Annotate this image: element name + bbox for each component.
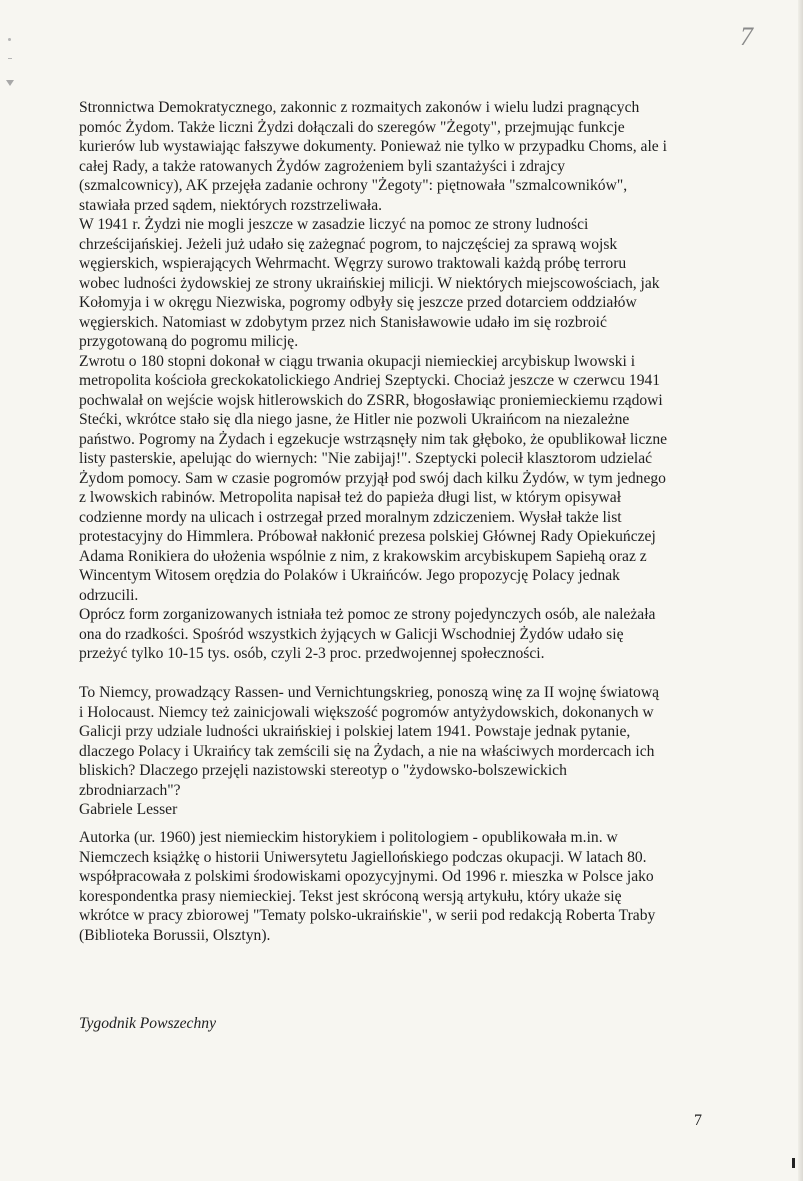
text-line: Zwrotu o 180 stopni dokonał w ciągu trwania okupacji niemieckiej arcybiskup lwowski i (79, 352, 636, 370)
text-line: korespondentka prasy niemieckiej. Tekst jest skróconą wersją artykułu, który ukaże się (79, 887, 622, 905)
text-line: państwo. Pogromy na Żydach i egzekucje wstrząsnęły nim tak głęboko, że opublikował liczne (79, 430, 668, 448)
text-line: (szmalcownicy), AK przejęła zadanie ochrony "Żegoty": piętnowała "szmalcowników", (79, 177, 628, 194)
text-line: listy pasterskie, apelując do wiernych: "Nie zabijaj!". Szeptycki polecił klasztorom udzielać (79, 450, 653, 467)
text-line: protestacyjny do Himmlera. Próbował nakłonić prezesa polskiej Głównej Rady Opiekuńczej (79, 528, 656, 545)
text-line: Stećki, wkrótce stało się dla niego jasne, że Hitler nie pozwoli Ukraińcom na niezależne (79, 411, 630, 428)
text-line: Wincentym Witosem orędzia do Polaków i Ukraińców. Jego propozycję Polacy jednak (79, 567, 620, 584)
text-line: Autorka (ur. 1960) jest niemieckim historykiem i politologiem - opublikowała m.in. w (79, 829, 618, 846)
text-line: ona do rzadkości. Spośród wszystkich żyjących w Galicji Wschodniej Żydów udało się (79, 625, 624, 643)
paragraph-block-1 (79, 98, 719, 664)
text-line: To Niemcy, prowadzący Rassen- und Vernichtungskrieg, ponoszą winę za II wojnę światową (79, 684, 660, 701)
text-line: z lwowskich rabinów. Metropolita napisał też do papieża długi list, w którym opisywał (79, 489, 622, 506)
margin-dot (8, 38, 11, 41)
text-line: Żydom pomocy. Sam w czasie pogromów przyjął pod swój dach kilku Żydów, w tym jednego (79, 469, 666, 487)
text-line: kurierów lub wystawiając fałszywe dokumenty. Ponieważ nie tylko w przypadku Choms, ale i (79, 138, 667, 155)
scan-mark (792, 1158, 795, 1168)
text-line: bliskich? Dlaczego przejęli nazistowski stereotyp o "żydowsko-bolszewickich (79, 762, 567, 779)
page-number: 7 (694, 1112, 702, 1129)
text-line: Stronnictwa Demokratycznego, zakonnic z rozmaitych zakonów i wielu ludzi pragnących (79, 99, 640, 116)
margin-dash (8, 58, 12, 59)
text-line: węgierskich. Natomiast w zdobytym przez nich Stanisławowie udało im się rozbroić (79, 313, 607, 331)
margin-triangle-icon (6, 80, 14, 86)
text-line: Galicji przy udziale ludności ukraińskiej i polskiej latem 1941. Powstaje jednak pytanie, (79, 723, 631, 740)
text-line: Niemczech książkę o historii Uniwersytetu Jagiellońskiego podczas okupacji. W latach 80. (79, 848, 647, 866)
text-line: stawiała przed sądem, niektórych rozstrzeliwała. (79, 196, 383, 214)
text-line: dlaczego Polacy i Ukraińcy tak zemścili się na Żydach, a nie na właściwych mordercach ich (79, 742, 655, 760)
source-signature: Tygodnik Powszechny (79, 1015, 216, 1032)
text-line: Adama Ronikiera do ułożenia wspólnie z nim, z krakowskim arcybiskupem Sapiehą oraz z (79, 547, 647, 565)
text-line: odrzucili. (79, 586, 139, 604)
paragraph-block-2 (79, 683, 719, 820)
text-line: pomóc Żydom. Także liczni Żydzi dołączali do szeregów "Żegoty", przejmując funkcje (79, 118, 625, 136)
handwritten-page-mark: 7 (740, 22, 753, 51)
text-line: przygotowaną do pogromu milicję. (79, 333, 299, 350)
paragraph-block-3 (79, 828, 719, 945)
text-line: metropolita kościoła greckokatolickiego Andriej Szeptycki. Chociaż jeszcze w czerwcu 1941 (79, 372, 661, 389)
text-line: Gabriele Lesser (79, 801, 178, 818)
text-line: przeżyć tylko 10-15 tys. osób, czyli 2-3 proc. przedwojennej społeczności. (79, 645, 545, 662)
text-line: (Biblioteka Borussii, Olsztyn). (79, 926, 271, 944)
text-line: Oprócz form zorganizowanych istniała też pomoc ze strony pojedynczych osób, ale należała (79, 606, 656, 623)
text-line: Kołomyja i w okręgu Niezwiska, pogromy odbyły się jeszcze przed dotarciem oddziałów (79, 294, 637, 311)
text-line: wkrótce w pracy zbiorowej "Tematy polsko-ukraińskie", w serii pod redakcją Roberta Traby (79, 907, 656, 924)
text-line: W 1941 r. Żydzi nie mogli jeszcze w zasadzie liczyć na pomoc ze strony ludności (79, 216, 589, 233)
text-line: i Holocaust. Niemcy też zainicjowali większość pogromów antyżydowskich, dokonanych w (79, 703, 654, 721)
text-line: całej Rady, a także ratowanych Żydów zagrożeniem byli szantażyści i zdrajcy (79, 157, 566, 175)
text-line: współpracowała z polskimi środowiskami opozycyjnymi. Od 1996 r. mieszka w Polsce jako (79, 868, 654, 885)
text-line: zbrodniarzach"? (79, 781, 181, 799)
text-line: pochwalał on wejście wojsk hitlerowskich do ZSRR, błogosławiąc proniemieckiemu rządowi (79, 391, 663, 409)
text-line: chrześcijańskiej. Jeżeli już udało się zażegnać pogrom, to najczęściej za sprawą wojsk (79, 235, 618, 253)
text-line: wobec ludności żydowskiej ze strony ukraińskiej milicji. W niektórych miejscowościach, jak (79, 274, 660, 292)
page-edge (798, 0, 803, 1181)
text-line: węgierskich, wspierających Wehrmacht. Węgrzy surowo traktowali każdą próbę terroru (79, 255, 627, 272)
text-line: codzienne mordy na ulicach i ostrzegał przed moralnym zdziczeniem. Wysłał także list (79, 508, 622, 526)
